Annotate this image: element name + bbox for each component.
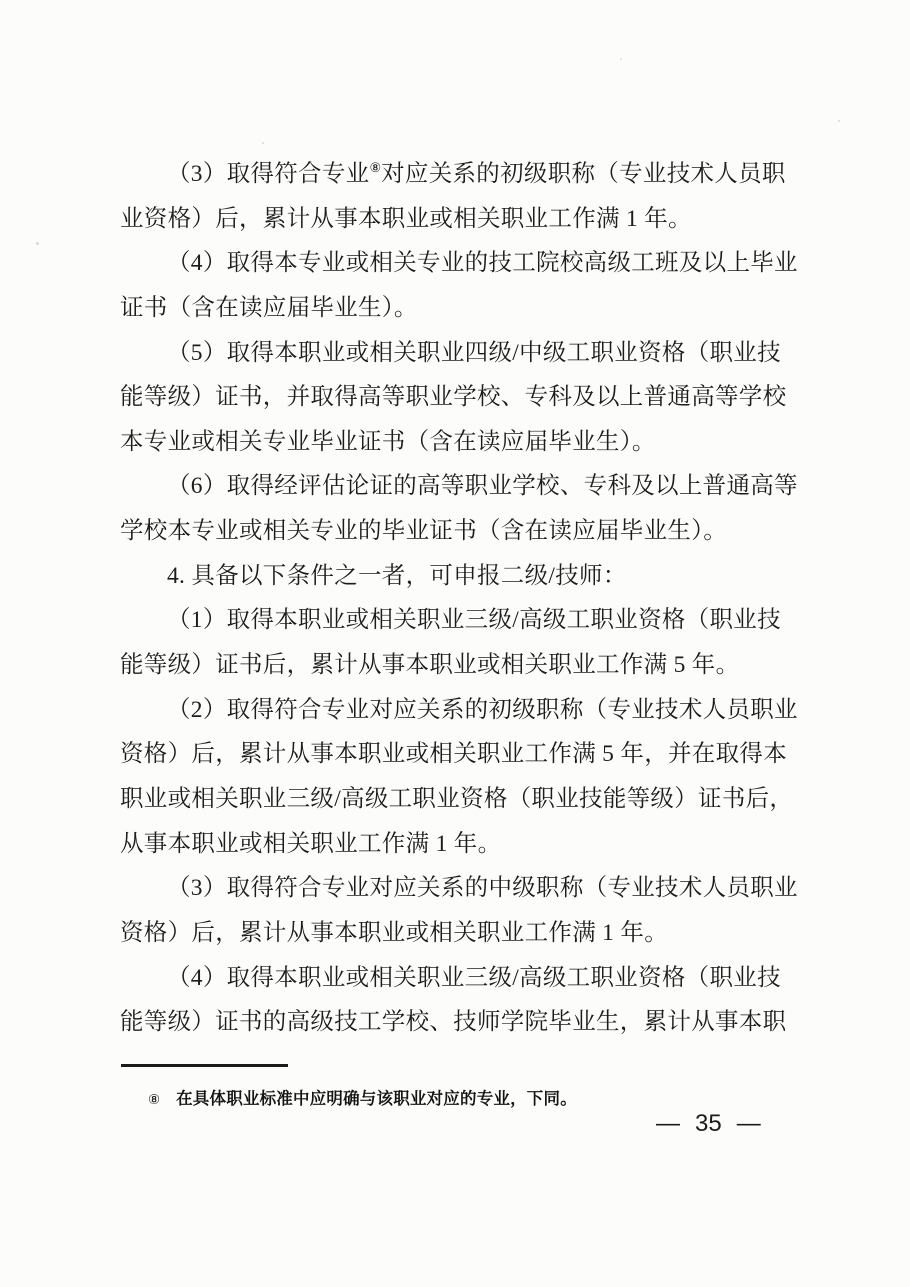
- line-text: （2）取得符合专业对应关系的初级职称（专业技术人员职业: [167, 696, 798, 723]
- text-line: [120, 197, 792, 242]
- text-line: [120, 777, 792, 822]
- line-text: 能等级）证书的高级技工学校、技师学院毕业生，累计从事本职: [120, 1009, 787, 1036]
- line-text: （4）取得本职业或相关职业三级/高级工职业资格（职业技: [167, 964, 781, 991]
- footnote-text: 在具体职业标准中应明确与该职业对应的专业，下同。: [176, 1090, 577, 1108]
- scan-speck: [838, 120, 840, 122]
- page-number-value: 35: [695, 1110, 722, 1137]
- footnote: [120, 1085, 780, 1109]
- page-number: [656, 1110, 761, 1138]
- text-line: [120, 420, 792, 465]
- line-text: 证书（含在读应届毕业生）。: [120, 294, 418, 321]
- line-text: 职业或相关职业三级/高级工职业资格（职业技能等级）证书后，: [120, 785, 794, 812]
- line-text: 4. 具备以下条件之一者，可申报二级/技师：: [167, 562, 627, 589]
- text-line: [120, 866, 798, 911]
- text-line: [120, 286, 792, 331]
- page-number-dash-left: —: [656, 1110, 680, 1137]
- text-line: [120, 956, 792, 1001]
- line-text: （5）取得本职业或相关职业四级/中级工职业资格（职业技: [167, 339, 781, 366]
- text-line: [120, 509, 792, 554]
- line-text: （4）取得本专业或相关专业的技工院校高级工班及以上毕业: [167, 250, 798, 277]
- text-line: [120, 1000, 792, 1045]
- text-line: [120, 375, 792, 420]
- text-line: [120, 331, 792, 376]
- text-line: [120, 822, 792, 867]
- line-text: （1）取得本职业或相关职业三级/高级工职业资格（职业技: [167, 607, 781, 634]
- text-line: [120, 464, 798, 509]
- line-text-after-ref: 对应关系的初级职称（专业技术人员职: [381, 161, 786, 187]
- line-text: 能等级）证书，并取得高等职业学校、专科及以上普通高等学校: [120, 384, 787, 411]
- line-text: 本专业或相关专业毕业证书（含在读应届毕业生）。: [120, 428, 656, 455]
- line-text: （3）取得符合专业: [167, 161, 370, 187]
- text-line: [120, 152, 792, 197]
- text-line: [120, 732, 792, 777]
- line-text: （3）取得符合专业对应关系的中级职称（专业技术人员职业: [167, 875, 798, 902]
- text-line: [120, 598, 792, 643]
- scan-speck: [36, 242, 39, 245]
- footnote-divider: [121, 1064, 288, 1067]
- footnote-marker: ⑧: [148, 1092, 161, 1107]
- line-text: （6）取得经评估论证的高等职业学校、专科及以上普通高等: [167, 473, 798, 500]
- line-text: 业资格）后，累计从事本职业或相关职业工作满 1 年。: [120, 205, 692, 232]
- scan-speck: [620, 58, 622, 60]
- text-line: [120, 241, 798, 286]
- text-line: [120, 643, 792, 688]
- line-text: 从事本职业或相关职业工作满 1 年。: [120, 830, 502, 857]
- scan-speck: [262, 142, 264, 144]
- line-text: 资格）后，累计从事本职业或相关职业工作满 1 年。: [120, 919, 668, 946]
- text-line: [120, 554, 792, 599]
- text-line: [120, 911, 792, 956]
- text-line: [120, 688, 798, 733]
- document-body: [120, 152, 798, 1045]
- footnote-ref-marker: ⑧: [369, 160, 382, 175]
- line-text: 资格）后，累计从事本职业或相关职业工作满 5 年，并在取得本: [120, 741, 787, 768]
- line-text: 学校本专业或相关专业的毕业证书（含在读应届毕业生）。: [120, 518, 728, 545]
- page-number-dash-right: —: [736, 1110, 761, 1137]
- line-text: 能等级）证书后，累计从事本职业或相关职业工作满 5 年。: [120, 652, 740, 679]
